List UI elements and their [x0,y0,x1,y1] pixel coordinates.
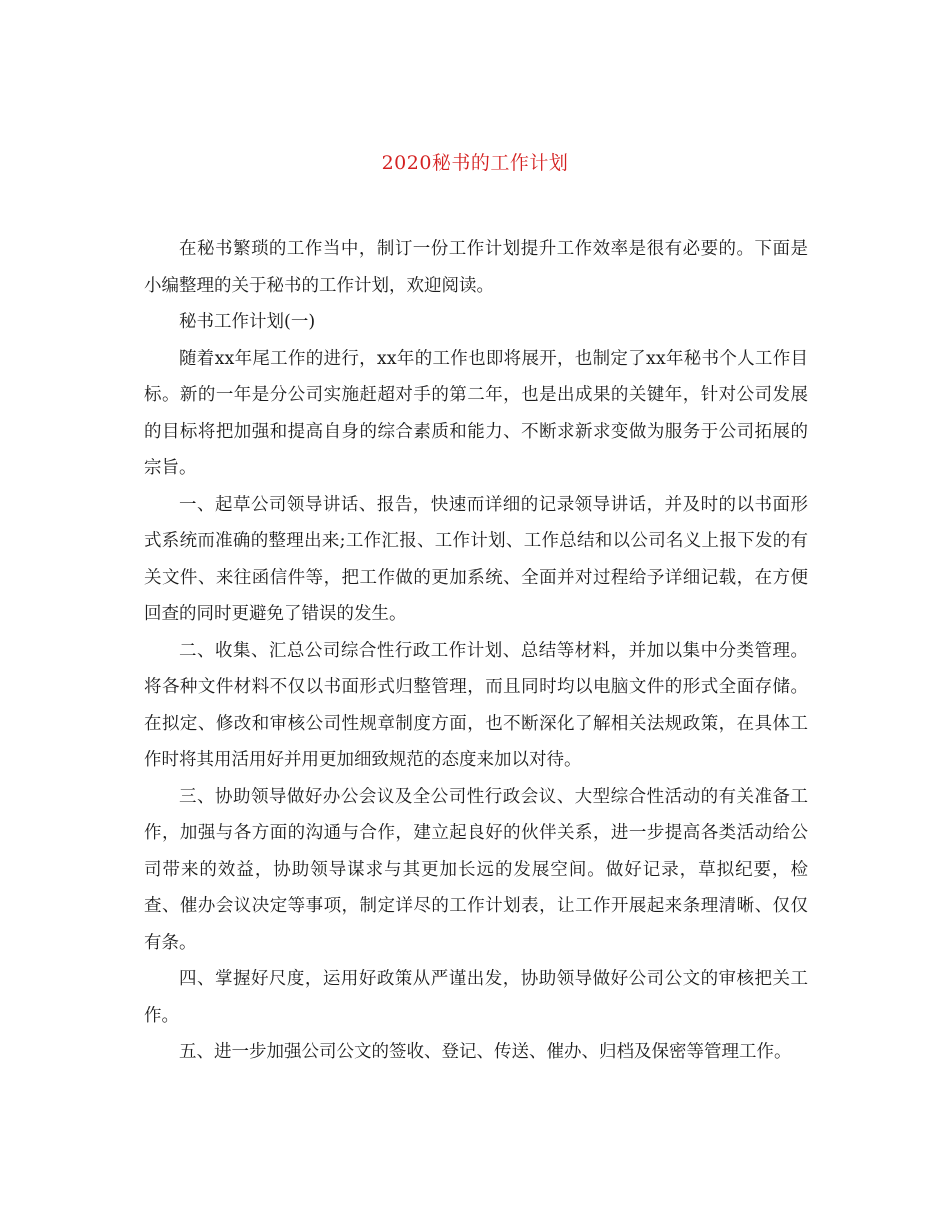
document-body [144,231,808,1071]
paragraph-item-4: 四、掌握好尺度，运用好政策从严谨出发，协助领导做好公司公文的审核把关工作。 [144,969,808,1026]
document-title: 2020秘书的工作计划 [381,152,569,174]
paragraph-item-3: 三、协助领导做好办公会议及全公司性行政会议、大型综合性活动的有关准备工作，加强与各方面的沟通与合作，建立起良好的伙伴关系，进一步提高各类活动给公司带来的效益，协助领导谋求与其更加长远的发展空间。做好记录，草拟纪要，检查、催办会议决定等事项，制定详尽的工作计划表，让工作开展起来条理清晰、仅仅有条。 [144,786,808,953]
paragraph-item-2: 二、收集、汇总公司综合性行政工作计划、总结等材料，并加以集中分类管理。将各种文件材料不仅以书面形式归整管理，而且同时均以电脑文件的形式全面存储。在拟定、修改和审核公司性规章制度方面，也不断深化了解相关法规政策，在具体工作时将其用活用好并用更加细致规范的态度来加以对待。 [144,640,808,770]
section-heading: 秘书工作计划(一) [179,312,316,332]
paragraph-goals: 随着xx年尾工作的进行，xx年的工作也即将展开，也制定了xx年秘书个人工作目标。新的一年是分公司实施赶超对手的第二年，也是出成果的关键年，针对公司发展的目标将把加强和提高自身的综合素质和能力、不断求新求变做为服务于公司拓展的宗旨。 [144,348,808,478]
paragraph-item-5: 五、进一步加强公司公文的签收、登记、传送、催办、归档及保密等管理工作。 [179,1042,792,1062]
paragraph-item-1: 一、起草公司领导讲话、报告，快速而详细的记录领导讲话，并及时的以书面形式系统而准确的整理出来;工作汇报、工作计划、工作总结和以公司名义上报下发的有关文件、来往函信件等，把工作做的更加系统、全面并对过程给予详细记载，在方便回查的同时更避免了错误的发生。 [144,494,808,624]
paragraph-intro: 在秘书繁琐的工作当中，制订一份工作计划提升工作效率是很有必要的。下面是小编整理的关于秘书的工作计划，欢迎阅读。 [144,239,808,296]
